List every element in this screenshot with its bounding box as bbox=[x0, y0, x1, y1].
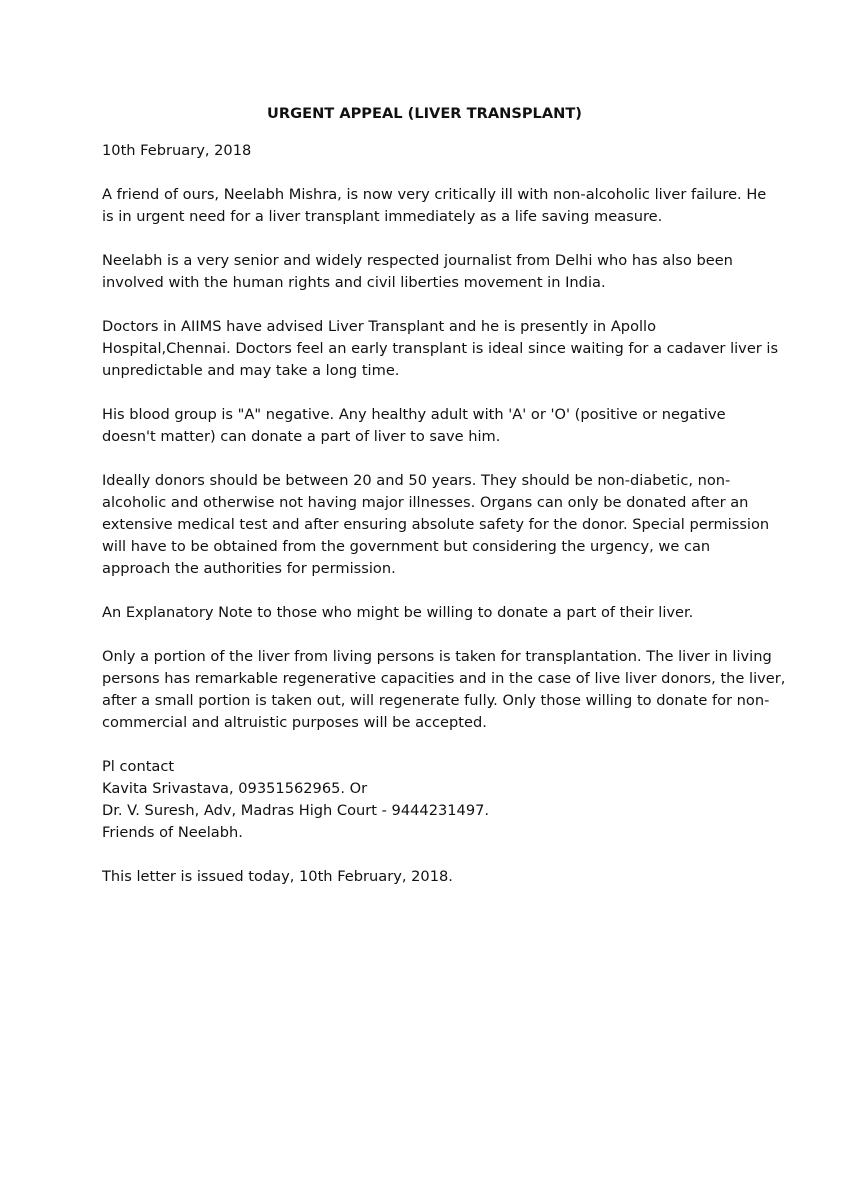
paragraph-line: An Explanatory Note to those who might be willing to donate a part of their liver. bbox=[102, 604, 694, 621]
paragraph-line: Doctors in AIIMS have advised Liver Transplant and he is presently in Apollo bbox=[102, 318, 657, 335]
contact-line: Friends of Neelabh. bbox=[102, 824, 243, 841]
contact-line: Kavita Srivastava, 09351562965. Or bbox=[102, 780, 368, 797]
paragraph-explanatory-note bbox=[102, 602, 747, 624]
paragraph-line: doesn't matter) can donate a part of liver to save him. bbox=[102, 428, 501, 445]
closing-statement: This letter is issued today, 10th February, 2018. bbox=[102, 868, 453, 885]
paragraph-hospital bbox=[102, 316, 779, 382]
letter-date: 10th February, 2018 bbox=[102, 142, 252, 159]
paragraph-liver-regeneration bbox=[102, 646, 786, 734]
paragraph-line: Hospital,Chennai. Doctors feel an early transplant is ideal since waiting for a cadaver liver is bbox=[102, 340, 779, 357]
paragraph-background bbox=[102, 250, 747, 294]
paragraph-blood-group bbox=[102, 404, 747, 448]
paragraph-line: extensive medical test and after ensuring absolute safety for the donor. Special permission bbox=[102, 516, 770, 533]
paragraph-line: approach the authorities for permission. bbox=[102, 560, 396, 577]
paragraph-line: persons has remarkable regenerative capacities and in the case of live liver donors, the liver, bbox=[102, 670, 786, 687]
contact-line: Dr. V. Suresh, Adv, Madras High Court - 9444231497. bbox=[102, 802, 490, 819]
paragraph-line: is in urgent need for a liver transplant immediately as a life saving measure. bbox=[102, 208, 663, 225]
letter-body bbox=[102, 103, 786, 888]
contact-heading: Pl contact bbox=[102, 758, 175, 775]
paragraph-line: unpredictable and may take a long time. bbox=[102, 362, 400, 379]
paragraph-line: His blood group is "A" negative. Any healthy adult with 'A' or 'O' (positive or negative bbox=[102, 406, 726, 423]
paragraph-line: Neelabh is a very senior and widely respected journalist from Delhi who has also been bbox=[102, 252, 733, 269]
paragraph-line: Ideally donors should be between 20 and 50 years. They should be non-diabetic, non- bbox=[102, 472, 731, 489]
paragraph-donor-criteria bbox=[102, 470, 770, 580]
paragraph-line: alcoholic and otherwise not having major illnesses. Organs can only be donated after an bbox=[102, 494, 749, 511]
paragraph-line: after a small portion is taken out, will regenerate fully. Only those willing to donate for non- bbox=[102, 692, 770, 709]
paragraph-line: will have to be obtained from the government but considering the urgency, we can bbox=[102, 538, 711, 555]
contact-block bbox=[102, 756, 747, 844]
paragraph-line: A friend of ours, Neelabh Mishra, is now very critically ill with non-alcoholic liver failure. He bbox=[102, 186, 767, 203]
letter-title: URGENT APPEAL (LIVER TRANSPLANT) bbox=[267, 105, 582, 122]
paragraph-condition bbox=[102, 184, 767, 228]
paragraph-line: involved with the human rights and civil liberties movement in India. bbox=[102, 274, 606, 291]
paragraph-line: commercial and altruistic purposes will be accepted. bbox=[102, 714, 487, 731]
paragraph-line: Only a portion of the liver from living persons is taken for transplantation. The liver in living bbox=[102, 648, 772, 665]
